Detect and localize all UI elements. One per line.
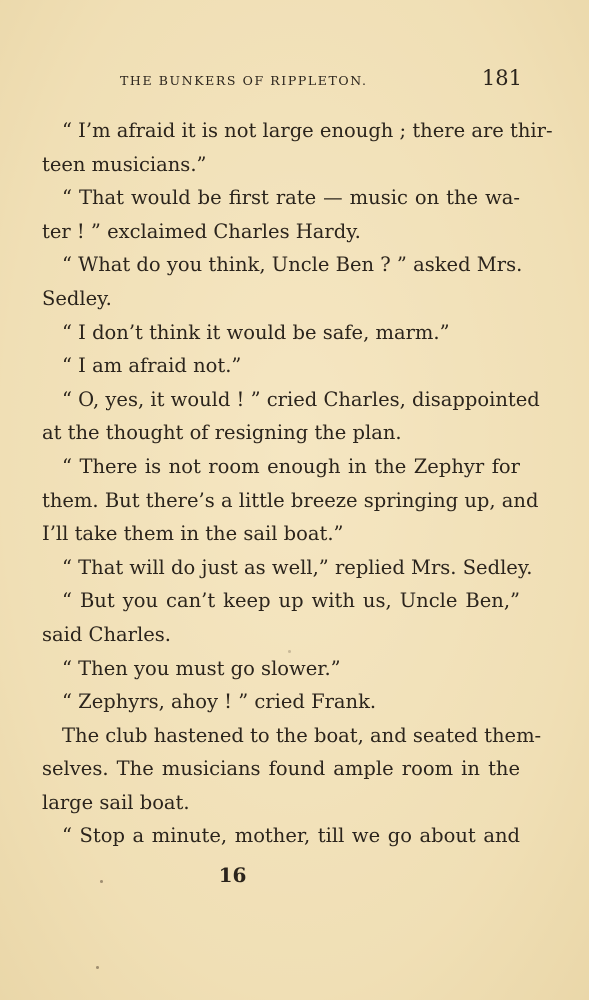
text-line: “ That will do just as well,” replied Mrs. Sedley. — [62, 555, 533, 579]
print-speck — [288, 650, 291, 653]
text-line: Sedley. — [42, 286, 112, 310]
running-head: THE BUNKERS OF RIPPLETON. — [120, 73, 368, 88]
signature-number: 16 — [218, 863, 247, 887]
text-line: I’ll take them in the sail boat.” — [42, 522, 344, 546]
text-line: “ That would be first rate — music on the wa- — [62, 186, 520, 210]
text-line: selves. The musicians found ample room in the — [42, 757, 520, 781]
text-line: “ But you can’t keep up with us, Uncle Ben,” — [62, 589, 520, 613]
page-header — [42, 66, 522, 96]
text-line: “ There is not room enough in the Zephyr for — [62, 454, 520, 478]
print-speck — [96, 966, 99, 969]
text-line: large sail boat. — [42, 790, 190, 814]
text-line: “ Then you must go slower.” — [62, 656, 341, 680]
body-text — [42, 114, 553, 853]
signature-mark — [0, 863, 589, 887]
text-line: “ What do you think, Uncle Ben ? ” asked Mrs. — [62, 253, 523, 277]
text-line: “ I am afraid not.” — [62, 354, 242, 378]
text-line: them. But there’s a little breeze springing up, and — [42, 488, 539, 512]
text-line: teen musicians.” — [42, 152, 207, 176]
text-line: “ Stop a minute, mother, till we go about and — [62, 824, 520, 848]
text-line: “ I don’t think it would be safe, marm.” — [62, 320, 450, 344]
page-number: 181 — [481, 66, 522, 90]
text-line: at the thought of resigning the plan. — [42, 421, 402, 445]
text-line: ter ! ” exclaimed Charles Hardy. — [42, 219, 361, 243]
print-speck — [100, 880, 103, 883]
text-line: “ I’m afraid it is not large enough ; there are thir- — [62, 119, 553, 142]
text-line: said Charles. — [42, 622, 171, 646]
text-line: The club hastened to the boat, and seated them- — [62, 723, 542, 747]
text-line: “ Zephyrs, ahoy ! ” cried Frank. — [62, 690, 377, 714]
text-line: “ O, yes, it would ! ” cried Charles, disappointed — [62, 387, 540, 411]
